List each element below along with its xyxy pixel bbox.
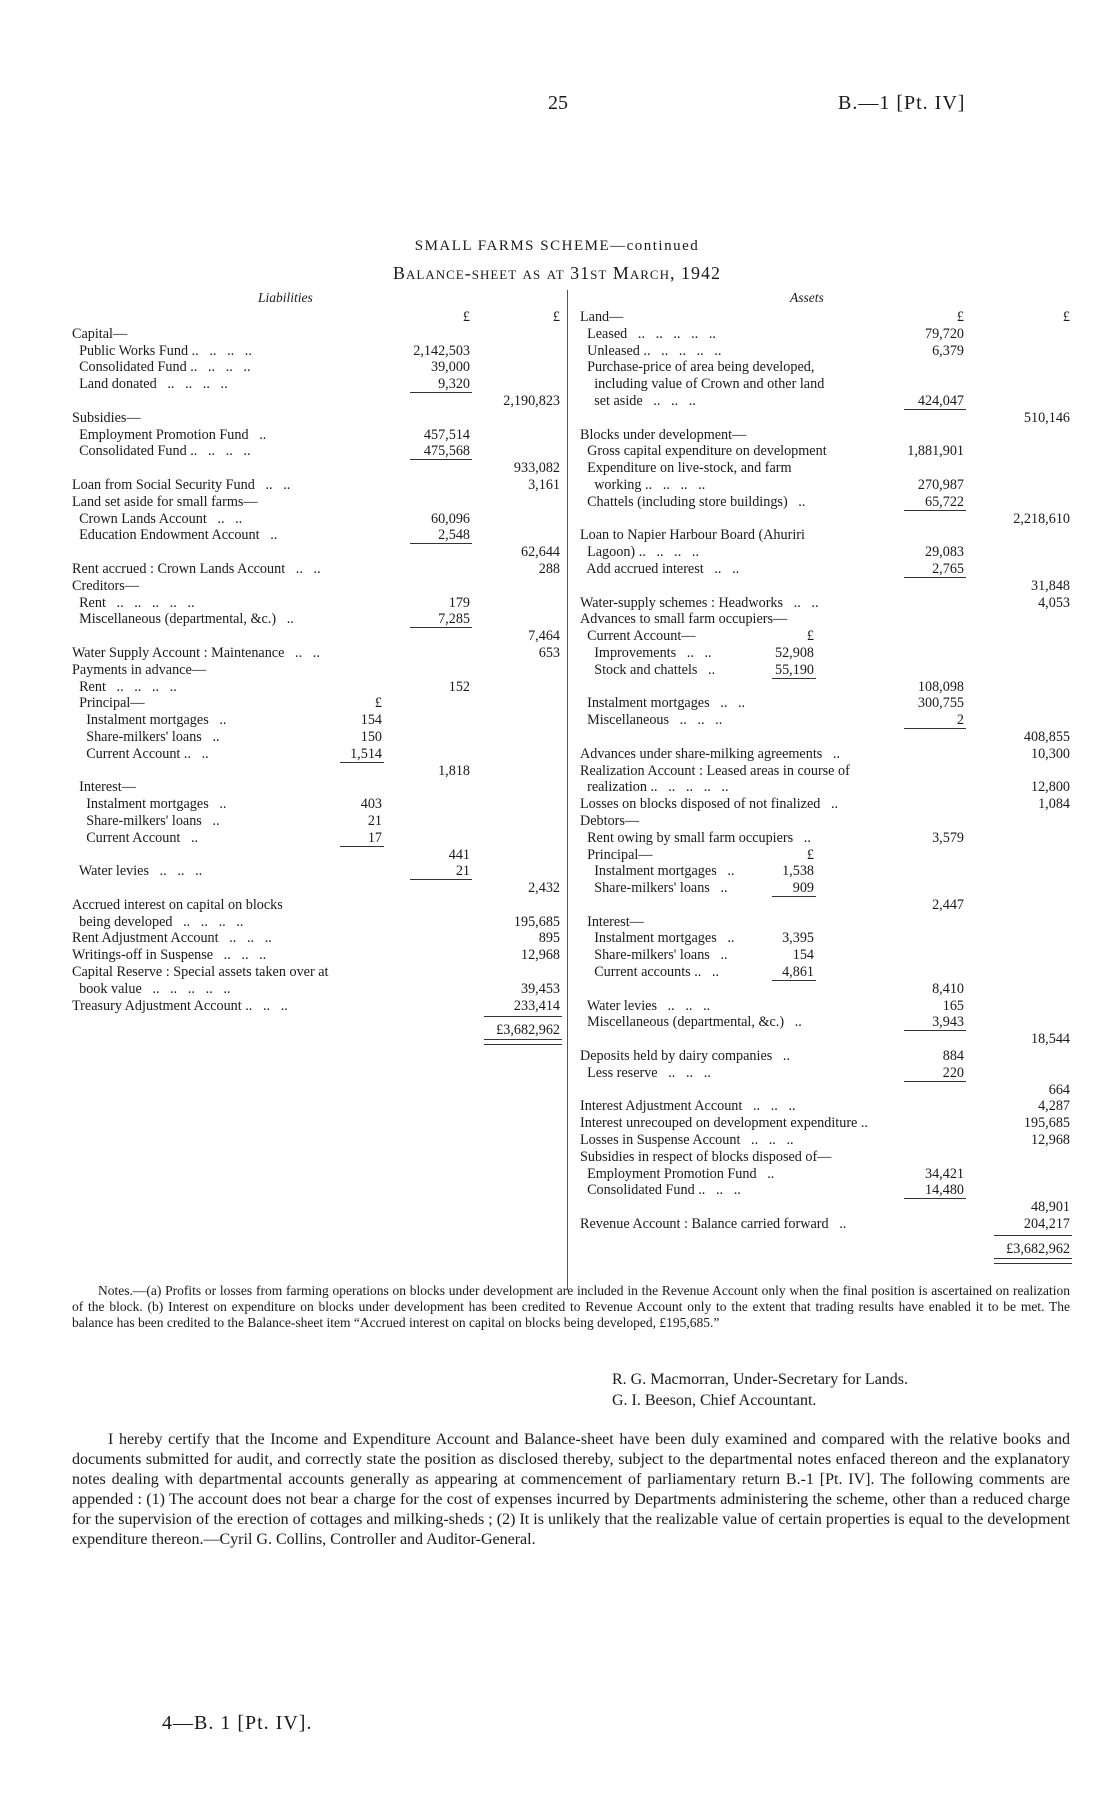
ledger-row: [72, 544, 564, 561]
column-divider: [567, 290, 568, 1290]
ledger-row: [72, 964, 564, 981]
row-label: book value .. .. .. .. ..: [72, 980, 231, 997]
ledger-row: [72, 947, 564, 964]
subtotal-rule: [904, 409, 966, 410]
ledger-row: [580, 813, 1076, 830]
amount-c3: £: [552, 309, 560, 325]
row-label: Improvements .. ..: [580, 644, 712, 661]
amount-c3: 2,432: [528, 880, 560, 897]
amount-c2: 2: [956, 712, 964, 729]
row-label: Consolidated Fund .. .. ..: [580, 1182, 741, 1199]
row-label: Current Account ..: [72, 829, 199, 846]
ledger-row: [580, 460, 1076, 477]
row-label: Rent .. .. .. .. ..: [72, 594, 195, 611]
amount-c3: 31,848: [1030, 577, 1070, 594]
row-label: Advances to small farm occupiers—: [580, 611, 788, 628]
ledger-row: [580, 1065, 1076, 1082]
amount-c2: 6,379: [932, 342, 964, 359]
amount-c1: 52,908: [774, 644, 814, 661]
row-label: Consolidated Fund .. .. .. ..: [72, 359, 251, 376]
amount-c1: £: [374, 695, 382, 712]
ledger-row: [580, 427, 1076, 444]
amount-c2: 165: [942, 997, 964, 1014]
audit-certificate: I hereby certify that the Income and Expenditure Account and Balance-sheet have been duly examined and compared with the relative books and documents submitted for audit, and correctly state the position as disclosed thereby, subject to the departmental notes enfaced thereon and the explanatory notes dealing with departmental accounts generally as appearing at commencement of parliamentary return B.-1 [Pt. IV]. The following comments are appended : (1) The account does not bear a charge for the cost of expenses incurred by Departments administering the scheme, other than a reduced charge for the supervision of the erection of cottages and milking-sheds ; (2) It is unlikely that the realizable value of certain properties is equal to the development expenditure thereon.—Cyril G. Collins, Controller and Auditor-General.: [72, 1431, 1070, 1548]
ledger-row: [72, 561, 564, 578]
assets-table: [580, 309, 1076, 1258]
ledger-row: [72, 729, 564, 746]
ledger-row: [580, 947, 1076, 964]
liabilities-heading: Liabilities: [258, 290, 313, 305]
amount-c1: 154: [792, 947, 814, 964]
ledger-row: [580, 880, 1076, 897]
amount-c1: 3,395: [782, 930, 814, 947]
ledger-row: [580, 1132, 1076, 1149]
row-label: Interest—: [580, 913, 644, 930]
amount-c2: 1,881,901: [907, 443, 964, 460]
row-label: Share-milkers' loans ..: [72, 812, 220, 829]
row-label: Current Account .. ..: [72, 745, 209, 762]
row-label: Interest unrecouped on development expenditure ..: [580, 1115, 868, 1132]
amount-c2: 2,142,503: [413, 342, 470, 359]
amount-c3: 12,968: [520, 947, 560, 964]
ledger-row: [580, 1199, 1076, 1216]
row-label: Public Works Fund .. .. .. ..: [72, 342, 252, 359]
row-label: Debtors—: [580, 812, 640, 829]
subtotal-rule: [340, 846, 384, 847]
ledger-row: [72, 914, 564, 931]
subtotal-rule: [904, 510, 966, 511]
row-label: realization .. .. .. .. ..: [580, 779, 729, 796]
liabilities-table: [72, 309, 564, 1039]
ledger-row: [580, 930, 1076, 947]
subtotal-rule: [904, 1198, 966, 1199]
row-label: Water-supply schemes : Headworks .. ..: [580, 594, 819, 611]
ledger-row: [72, 628, 564, 645]
subtotal-rule: [772, 980, 816, 981]
subtotal-rule: [410, 627, 472, 628]
amount-c2: 14,480: [924, 1182, 964, 1199]
ledger-row: [580, 1149, 1076, 1166]
row-label: Instalment mortgages ..: [72, 712, 227, 729]
ledger-row: [580, 527, 1076, 544]
ledger-row: [72, 830, 564, 847]
ledger-row: [72, 796, 564, 813]
ledger-row: [580, 998, 1076, 1015]
signature-under-secretary: R. G. Macmorran, Under-Secretary for Lands.: [612, 1371, 909, 1388]
ledger-row: [580, 964, 1076, 981]
amount-c1: 154: [360, 712, 382, 729]
amount-c1: 909: [792, 880, 814, 897]
total-rule: [484, 1016, 562, 1017]
row-label: Payments in advance—: [72, 661, 206, 678]
amount-c2: 3,579: [932, 829, 964, 846]
ledger-row: [72, 981, 564, 998]
ledger-row: [72, 763, 564, 780]
row-label: Current Account—: [580, 628, 696, 645]
assets-heading: Assets: [790, 290, 824, 305]
row-label: Blocks under development—: [580, 426, 747, 443]
amount-c3: 10,300: [1030, 745, 1070, 762]
ledger-row: [580, 746, 1076, 763]
amount-c2: 21: [455, 863, 470, 880]
amount-c2: 270,987: [917, 476, 964, 493]
row-label: Rent .. .. .. ..: [72, 678, 177, 695]
row-label: Advances under share-milking agreements ..: [580, 745, 841, 762]
amount-c2: 2,765: [932, 560, 964, 577]
row-label: Treasury Adjustment Account .. .. ..: [72, 997, 288, 1014]
ledger-row: [580, 309, 1076, 326]
row-label: Current accounts .. ..: [580, 964, 720, 981]
amount-c2: 220: [942, 1064, 964, 1081]
ledger-row: [72, 897, 564, 914]
ledger-row: [72, 746, 564, 763]
amount-c2: 2,548: [438, 527, 470, 544]
row-label: including value of Crown and other land: [580, 376, 825, 393]
grand-total: £3,682,962: [496, 1022, 560, 1039]
amount-c2: 441: [448, 846, 470, 863]
row-label: Instalment mortgages .. ..: [580, 695, 746, 712]
amount-c3: 408,855: [1023, 728, 1070, 745]
ledger-row: [580, 611, 1076, 628]
amount-c2: 39,000: [430, 359, 470, 376]
row-label: Water Supply Account : Maintenance .. ..: [72, 644, 320, 661]
amount-c1: 403: [360, 796, 382, 813]
ledger-row: [72, 527, 564, 544]
amount-c2: 65,722: [924, 493, 964, 510]
row-label: Land set aside for small farms—: [72, 493, 258, 510]
amount-c3: 510,146: [1023, 409, 1070, 426]
row-label: Stock and chattels ..: [580, 661, 716, 678]
subtotal-rule: [410, 459, 472, 460]
ledger-row: [580, 763, 1076, 780]
row-label: Rent accrued : Crown Lands Account .. ..: [72, 560, 321, 577]
subtotal-rule: [904, 728, 966, 729]
row-label: Miscellaneous (departmental, &c.) ..: [580, 1014, 802, 1031]
amount-c3: 18,544: [1030, 1031, 1070, 1048]
ledger-row: [580, 376, 1076, 393]
page-footer: 4—B. 1 [Pt. IV].: [162, 1712, 313, 1734]
row-label: set aside .. .. ..: [580, 392, 696, 409]
row-label: Miscellaneous (departmental, &c.) ..: [72, 611, 294, 628]
row-label: Employment Promotion Fund ..: [580, 1165, 775, 1182]
row-label: Less reserve .. .. ..: [580, 1064, 711, 1081]
row-label: Interest—: [72, 779, 136, 796]
ledger-row: [580, 578, 1076, 595]
row-label: Chattels (including store buildings) ..: [580, 493, 806, 510]
row-label: Deposits held by dairy companies ..: [580, 1048, 791, 1065]
row-label: being developed .. .. .. ..: [72, 913, 244, 930]
amount-c2: 108,098: [917, 678, 964, 695]
ledger-row: [72, 930, 564, 947]
total-double-rule: [484, 1039, 562, 1045]
row-label: Gross capital expenditure on development: [580, 443, 827, 460]
amount-c2: 457,514: [423, 426, 470, 443]
amount-c2: 7,285: [438, 611, 470, 628]
ledger-row: [72, 645, 564, 662]
row-label: Realization Account : Leased areas in course of: [580, 762, 850, 779]
row-label: Employment Promotion Fund ..: [72, 426, 267, 443]
row-label: Unleased .. .. .. .. ..: [580, 342, 722, 359]
ledger-row: [72, 779, 564, 796]
ledger-row: [580, 410, 1076, 427]
row-label: Add accrued interest .. ..: [580, 560, 740, 577]
amount-c2: 79,720: [924, 325, 964, 342]
ledger-row: [580, 1014, 1076, 1031]
ledger-row: [580, 359, 1076, 376]
ledger-row: [580, 914, 1076, 931]
amount-c2: 9,320: [438, 376, 470, 393]
row-label: Miscellaneous .. .. ..: [580, 712, 723, 729]
ledger-row: [580, 1115, 1076, 1132]
amount-c1: £: [806, 846, 814, 863]
ledger-row: [580, 1182, 1076, 1199]
ledger-row: [72, 695, 564, 712]
amount-c2: 475,568: [423, 443, 470, 460]
row-label: working .. .. .. ..: [580, 476, 706, 493]
amount-c2: £: [462, 309, 470, 325]
row-label: Share-milkers' loans ..: [580, 947, 728, 964]
ledger-row: [580, 712, 1076, 729]
ledger-row: [580, 981, 1076, 998]
row-label: Leased .. .. .. .. ..: [580, 325, 716, 342]
amount-c1: 17: [367, 829, 382, 846]
row-label: Instalment mortgages ..: [580, 930, 735, 947]
amount-c2: £: [956, 309, 964, 325]
ledger-row: [72, 359, 564, 376]
ledger-row: [580, 796, 1076, 813]
subtotal-rule: [904, 577, 966, 578]
amount-c3: 653: [538, 644, 560, 661]
ledger-row: [72, 813, 564, 830]
amount-c2: 884: [942, 1048, 964, 1065]
ledger-row: [72, 880, 564, 897]
ledger-row: [72, 847, 564, 864]
subtotal-rule: [772, 896, 816, 897]
row-label: Consolidated Fund .. .. .. ..: [72, 443, 251, 460]
amount-c3: 204,217: [1023, 1216, 1070, 1233]
subtotal-rule: [410, 392, 472, 393]
row-label: Subsidies—: [72, 409, 141, 426]
ledger-row: [580, 729, 1076, 746]
row-label: Principal—: [72, 695, 145, 712]
ledger-row: [580, 847, 1076, 864]
ledger-row: [580, 343, 1076, 360]
amount-c3: 195,685: [1023, 1115, 1070, 1132]
ledger-row: [580, 1098, 1076, 1115]
amount-c3: 7,464: [528, 628, 560, 645]
amount-c3: 895: [538, 930, 560, 947]
amount-c3: £: [1062, 309, 1070, 325]
amount-c3: 62,644: [520, 544, 560, 561]
ledger-row: [580, 779, 1076, 796]
ledger-row: [72, 343, 564, 360]
amount-c3: 288: [538, 560, 560, 577]
row-label: Rent Adjustment Account .. .. ..: [72, 930, 272, 947]
row-label: Capital Reserve : Special assets taken over at: [72, 964, 329, 981]
amount-c1: 21: [367, 812, 382, 829]
ledger-row: [72, 863, 564, 880]
ledger-row: [580, 494, 1076, 511]
ledger-row: [580, 326, 1076, 343]
amount-c2: 179: [448, 594, 470, 611]
amount-c1: 150: [360, 728, 382, 745]
amount-c3: 2,190,823: [503, 392, 560, 409]
subtotal-rule: [340, 762, 384, 763]
amount-c1: 4,861: [782, 964, 814, 981]
total-double-rule: [994, 1258, 1072, 1264]
amount-c2: 29,083: [924, 544, 964, 561]
amount-c3: 233,414: [513, 997, 560, 1014]
ledger-row: [580, 1048, 1076, 1065]
ledger-row: [580, 1082, 1076, 1099]
amount-c2: 2,447: [932, 896, 964, 913]
amount-c2: 152: [448, 678, 470, 695]
ledger-row: [580, 662, 1076, 679]
ledger-row: [580, 1166, 1076, 1183]
row-label: Subsidies in respect of blocks disposed of—: [580, 1148, 832, 1165]
row-label: Rent owing by small farm occupiers ..: [580, 829, 811, 846]
notes: Notes.—(a) Profits or losses from farming operations on blocks under development are included in the Revenue Account only when the final position is ascertained on realization of the block. (b) Interest on expenditure on blocks under development has been credited to Revenue Account only to the extent that trading results have enabled it to be met. The balance has been credited to the Balance-sheet item “Accrued interest on capital on blocks being developed, £195,685.”: [72, 1283, 1070, 1331]
ledger-row: [580, 695, 1076, 712]
row-label: Instalment mortgages ..: [580, 863, 735, 880]
row-label: Capital—: [72, 325, 128, 342]
row-label: Share-milkers' loans ..: [580, 880, 728, 897]
row-label: Instalment mortgages ..: [72, 796, 227, 813]
ledger-row: [72, 309, 564, 326]
amount-c3: 12,968: [1030, 1132, 1070, 1149]
row-label: Creditors—: [72, 577, 139, 594]
ledger-row: [72, 326, 564, 343]
amount-c1: 1,514: [350, 745, 382, 762]
ledger-row: [580, 595, 1076, 612]
row-label: Accrued interest on capital on blocks: [72, 896, 283, 913]
scheme-title: SMALL FARMS SCHEME—continued: [414, 238, 700, 254]
row-label: Water levies .. .. ..: [580, 997, 711, 1014]
ledger-row: [72, 427, 564, 444]
amount-c2: 424,047: [917, 392, 964, 409]
amount-c3: 1,084: [1038, 796, 1070, 813]
amount-c3: 664: [1048, 1081, 1070, 1098]
ledger-row: [580, 830, 1076, 847]
amount-c3: 3,161: [528, 476, 560, 493]
amount-c3: 4,287: [1038, 1098, 1070, 1115]
ledger-row: [580, 863, 1076, 880]
row-label: Loan to Napier Harbour Board (Ahuriri: [580, 527, 805, 544]
amount-c2: 60,096: [430, 510, 470, 527]
ledger-row: [580, 561, 1076, 578]
page-reference: B.—1 [Pt. IV]: [838, 92, 966, 114]
row-label: Losses on blocks disposed of not finalized ..: [580, 796, 839, 813]
subtotal-rule: [410, 543, 472, 544]
ledger-row: [580, 679, 1076, 696]
amount-c2: 3,943: [932, 1014, 964, 1031]
row-label: Land—: [580, 309, 624, 325]
ledger-row: [580, 511, 1076, 528]
total-row: [580, 1241, 1076, 1258]
row-label: Crown Lands Account .. ..: [72, 510, 243, 527]
row-label: Education Endowment Account ..: [72, 527, 278, 544]
ledger-row: [72, 460, 564, 477]
ledger-row: [580, 628, 1076, 645]
signature-chief-accountant: G. I. Beeson, Chief Accountant.: [612, 1392, 817, 1409]
amount-c3: 39,453: [520, 980, 560, 997]
balance-sheet-title: Balance-sheet as at 31st March, 1942: [393, 263, 721, 283]
ledger-row: [580, 1216, 1076, 1233]
ledger-row: [72, 595, 564, 612]
ledger-row: [72, 443, 564, 460]
ledger-row: [72, 662, 564, 679]
ledger-row: [72, 494, 564, 511]
ledger-row: [72, 679, 564, 696]
amount-c3: 12,800: [1030, 779, 1070, 796]
ledger-row: [580, 477, 1076, 494]
row-label: Revenue Account : Balance carried forward ..: [580, 1216, 847, 1233]
row-label: Expenditure on live-stock, and farm: [580, 460, 792, 477]
row-label: Writings-off in Suspense .. .. ..: [72, 947, 267, 964]
row-label: Interest Adjustment Account .. .. ..: [580, 1098, 796, 1115]
ledger-row: [580, 1031, 1076, 1048]
total-row: [72, 1022, 564, 1039]
row-label: Purchase-price of area being developed,: [580, 359, 815, 376]
amount-c2: 34,421: [924, 1165, 964, 1182]
ledger-row: [72, 393, 564, 410]
page-number: 25: [548, 92, 568, 114]
amount-c3: 4,053: [1038, 594, 1070, 611]
row-label: Losses in Suspense Account .. .. ..: [580, 1132, 794, 1149]
amount-c1: 55,190: [774, 661, 814, 678]
ledger-row: [580, 645, 1076, 662]
total-rule: [994, 1235, 1072, 1236]
ledger-row: [72, 477, 564, 494]
row-label: Principal—: [580, 846, 653, 863]
ledger-row: [580, 897, 1076, 914]
amount-c3: 195,685: [513, 913, 560, 930]
amount-c3: 2,218,610: [1013, 510, 1070, 527]
row-label: Water levies .. .. ..: [72, 863, 203, 880]
row-label: Lagoon) .. .. .. ..: [580, 544, 700, 561]
row-label: Loan from Social Security Fund .. ..: [72, 476, 291, 493]
amount-c2: 8,410: [932, 980, 964, 997]
amount-c3: 933,082: [513, 460, 560, 477]
amount-c2: 300,755: [917, 695, 964, 712]
ledger-row: [72, 410, 564, 427]
row-label: Land donated .. .. .. ..: [72, 376, 228, 393]
ledger-row: [72, 376, 564, 393]
ledger-row: [580, 544, 1076, 561]
subtotal-rule: [410, 879, 472, 880]
ledger-row: [580, 443, 1076, 460]
subtotal-rule: [904, 1030, 966, 1031]
ledger-row: [72, 511, 564, 528]
ledger-row: [72, 578, 564, 595]
ledger-row: [72, 712, 564, 729]
subtotal-rule: [772, 678, 816, 679]
ledger-row: [72, 611, 564, 628]
amount-c3: 48,901: [1030, 1199, 1070, 1216]
amount-c1: £: [806, 628, 814, 645]
subtotal-rule: [904, 1081, 966, 1082]
grand-total: £3,682,962: [1006, 1240, 1070, 1257]
amount-c1: 1,538: [782, 863, 814, 880]
row-label: Share-milkers' loans ..: [72, 728, 220, 745]
ledger-row: [580, 393, 1076, 410]
ledger-row: [72, 998, 564, 1015]
amount-c2: 1,818: [438, 762, 470, 779]
